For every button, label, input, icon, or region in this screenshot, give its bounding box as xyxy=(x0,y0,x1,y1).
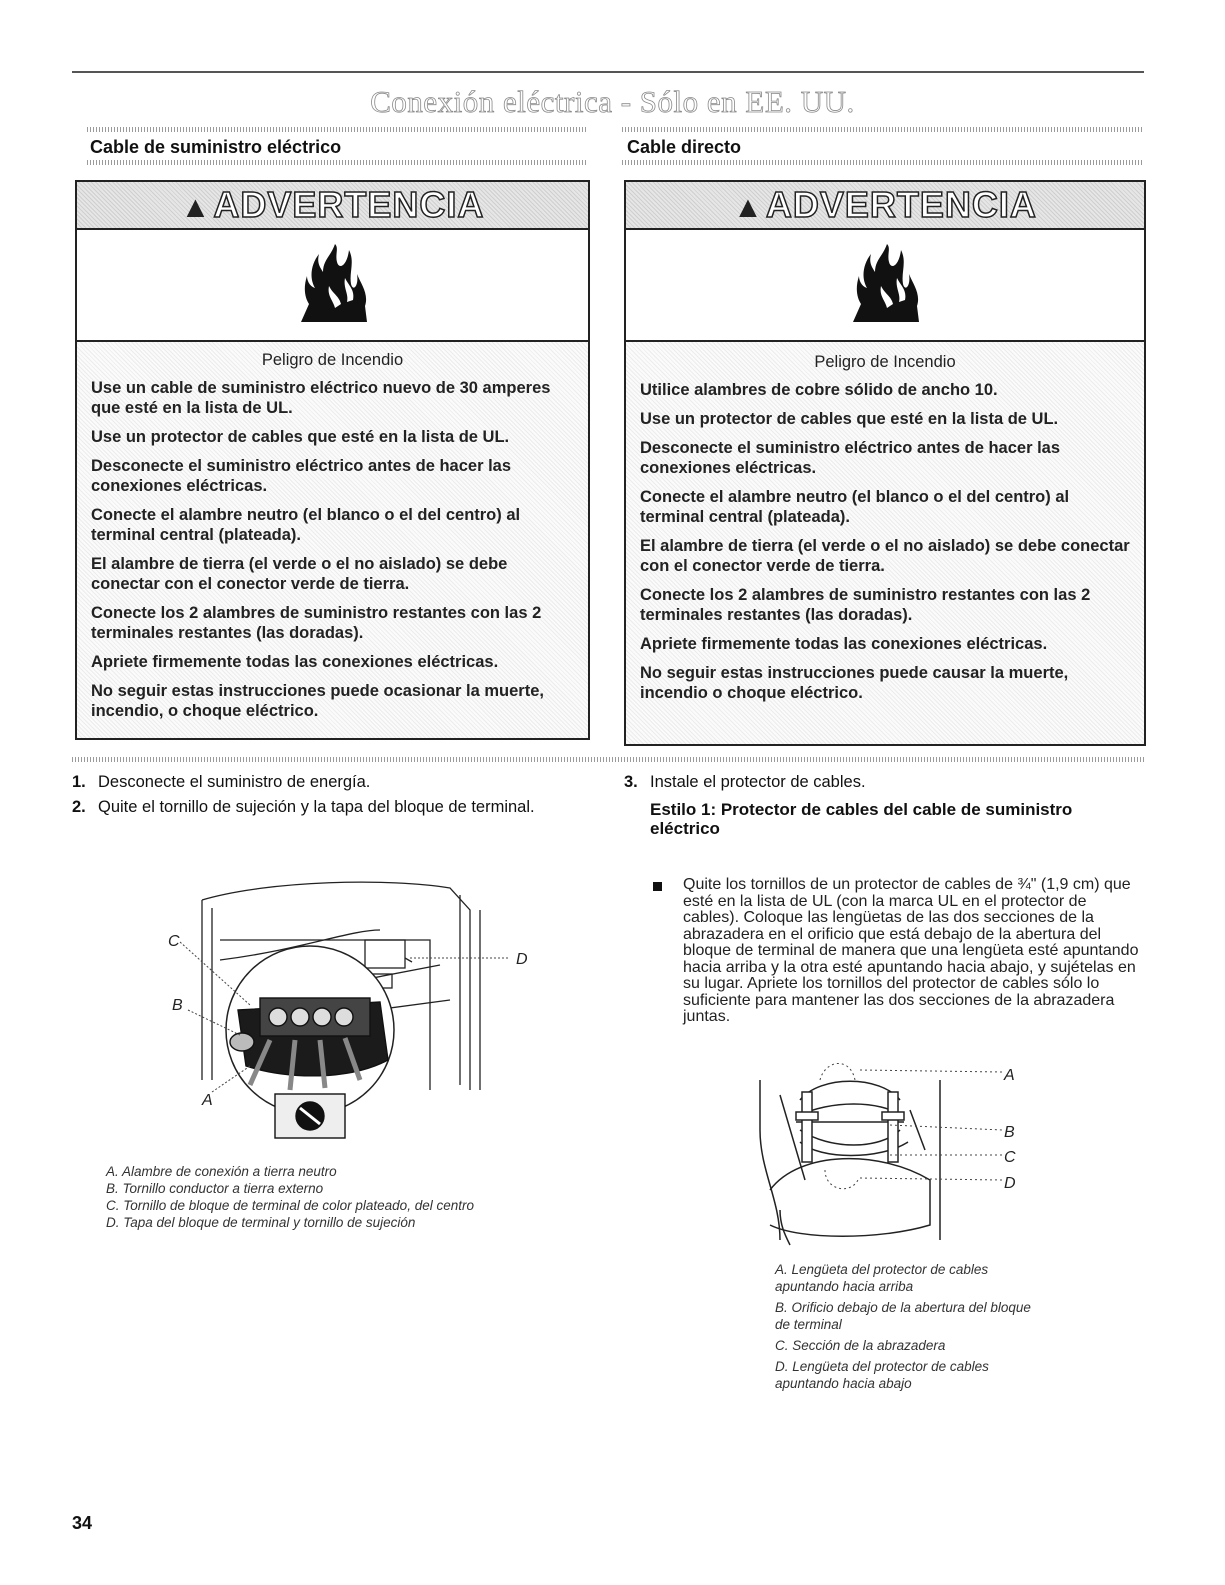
section-divider xyxy=(72,757,1144,762)
top-rule xyxy=(72,71,1144,73)
dotted-rule xyxy=(622,160,1144,165)
fig-label-b: B xyxy=(1004,1124,1015,1141)
warning-line: Utilice alambres de cobre sólido de ancho 10. xyxy=(640,381,998,399)
right-section-heading: Cable directo xyxy=(627,137,742,157)
left-warning-text xyxy=(91,350,574,730)
fig-label-d: D xyxy=(516,951,528,968)
step-2: 2. Quite el tornillo de sujeción y la tapa del bloque de terminal. xyxy=(72,798,535,816)
warning-line: No seguir estas instrucciones puede causar la muerte, incendio o choque eléctrico. xyxy=(640,664,1069,702)
warning-line: No seguir estas instrucciones puede ocasionar la muerte, incendio, o choque eléctrico. xyxy=(91,682,544,720)
right-figure-captions xyxy=(775,1261,1045,1392)
right-warning-box xyxy=(624,180,1146,746)
page-number: 34 xyxy=(72,1513,93,1533)
fig-label-d: D xyxy=(1004,1175,1016,1192)
bullet-marker xyxy=(653,882,662,891)
warning-banner xyxy=(77,182,588,230)
warning-line: Use un protector de cables que esté en la lista de UL. xyxy=(91,428,510,446)
terminal-block-illustration xyxy=(150,870,570,1160)
warning-triangle-icon: ▲ xyxy=(733,191,764,224)
dotted-rule xyxy=(87,160,587,165)
fig-label-a: A xyxy=(202,1092,213,1109)
warning-line: El alambre de tierra (el verde o el no aislado) se debe conectar con el conector verde de tierra. xyxy=(640,537,1130,575)
style-heading: Estilo 1: Protector de cables del cable de suministro eléctrico xyxy=(650,800,1073,838)
left-section-heading: Cable de suministro eléctrico xyxy=(90,137,342,157)
warning-signal-word: ADVERTENCIA xyxy=(765,184,1037,225)
warning-line: Conecte el alambre neutro (el blanco o el del centro) al terminal central (plateada). xyxy=(640,488,1070,526)
hazard-title: Peligro de Incendio xyxy=(814,353,956,371)
dotted-rule xyxy=(622,127,1144,132)
warning-line: Use un protector de cables que esté en la lista de UL. xyxy=(640,410,1059,428)
fire-icon xyxy=(299,244,369,324)
caption-line: D. Tapa del bloque de terminal y tornillo de sujeción xyxy=(106,1215,416,1230)
step-1: 1. Desconecte el suministro de energía. xyxy=(72,773,371,791)
right-warning-text xyxy=(640,352,1130,712)
caption-line: D. Lengüeta del protector de cables apuntando hacia abajo xyxy=(775,1359,989,1391)
caption-line: A. Lengüeta del protector de cables apuntando hacia arriba xyxy=(775,1262,989,1294)
warning-line: Conecte el alambre neutro (el blanco o el del centro) al terminal central (plateada). xyxy=(91,506,521,544)
warning-icon-area xyxy=(626,230,1144,342)
caption-line: C. Sección de la abrazadera xyxy=(775,1338,946,1353)
warning-line: El alambre de tierra (el verde o el no aislado) se debe conectar con el conector verde de tierra. xyxy=(91,555,508,593)
warning-line: Desconecte el suministro eléctrico antes de hacer las conexiones eléctricas. xyxy=(91,457,512,495)
caption-line: A. Alambre de conexión a tierra neutro xyxy=(106,1164,337,1179)
caption-line: B. Orificio debajo de la abertura del bloque de terminal xyxy=(775,1300,1031,1332)
left-warning-box xyxy=(75,180,590,740)
fig-label-a: A xyxy=(1004,1067,1015,1084)
fire-icon xyxy=(851,244,921,324)
caption-line: B. Tornillo conductor a tierra externo xyxy=(106,1181,324,1196)
fig-label-c: C xyxy=(1004,1149,1016,1166)
dotted-rule xyxy=(87,127,587,132)
left-figure-captions xyxy=(106,1163,474,1231)
warning-banner xyxy=(626,182,1144,230)
caption-line: C. Tornillo de bloque de terminal de color plateado, del centro xyxy=(106,1198,474,1213)
warning-icon-area xyxy=(77,230,588,342)
step-3: 3. Instale el protector de cables. xyxy=(624,773,866,791)
warning-line: Use un cable de suministro eléctrico nuevo de 30 amperes que esté en la lista de UL. xyxy=(91,379,551,417)
fig-label-c: C xyxy=(168,933,180,950)
hazard-title: Peligro de Incendio xyxy=(261,351,404,369)
warning-line: Conecte los 2 alambres de suministro restantes con las 2 terminales restantes (las doradas). xyxy=(640,586,1091,624)
fig-label-b: B xyxy=(172,997,183,1014)
warning-line: Apriete firmemente todas las conexiones eléctricas. xyxy=(91,653,499,671)
bullet-text: Quite los tornillos de un protector de cables de ¾" (1,9 cm) que esté en la lista de UL (con la marca UL en el protector de cables). Coloque las lengüetas de las dos secciones de la abrazadera en el orificio que está debajo de la abertura del bloque de terminal de manera que una lengüeta esté apuntando hacia arriba y la otra esté apuntando hacia abajo, y sujételas en su lugar. Apriete los tornillos del protector de cables sólo lo suficiente para mantener las dos secciones de la abrazadera juntas. xyxy=(683,876,1139,1025)
warning-signal-word: ADVERTENCIA xyxy=(213,184,485,225)
warning-line: Apriete firmemente todas las conexiones eléctricas. xyxy=(640,635,1048,653)
cable-clamp-illustration xyxy=(740,1050,1040,1260)
warning-line: Conecte los 2 alambres de suministro restantes con las 2 terminales restantes (las doradas). xyxy=(91,604,542,642)
page-title: Conexión eléctrica - Sólo en EE. UU. xyxy=(370,84,855,119)
warning-triangle-icon: ▲ xyxy=(180,191,212,224)
warning-line: Desconecte el suministro eléctrico antes de hacer las conexiones eléctricas. xyxy=(640,439,1061,477)
